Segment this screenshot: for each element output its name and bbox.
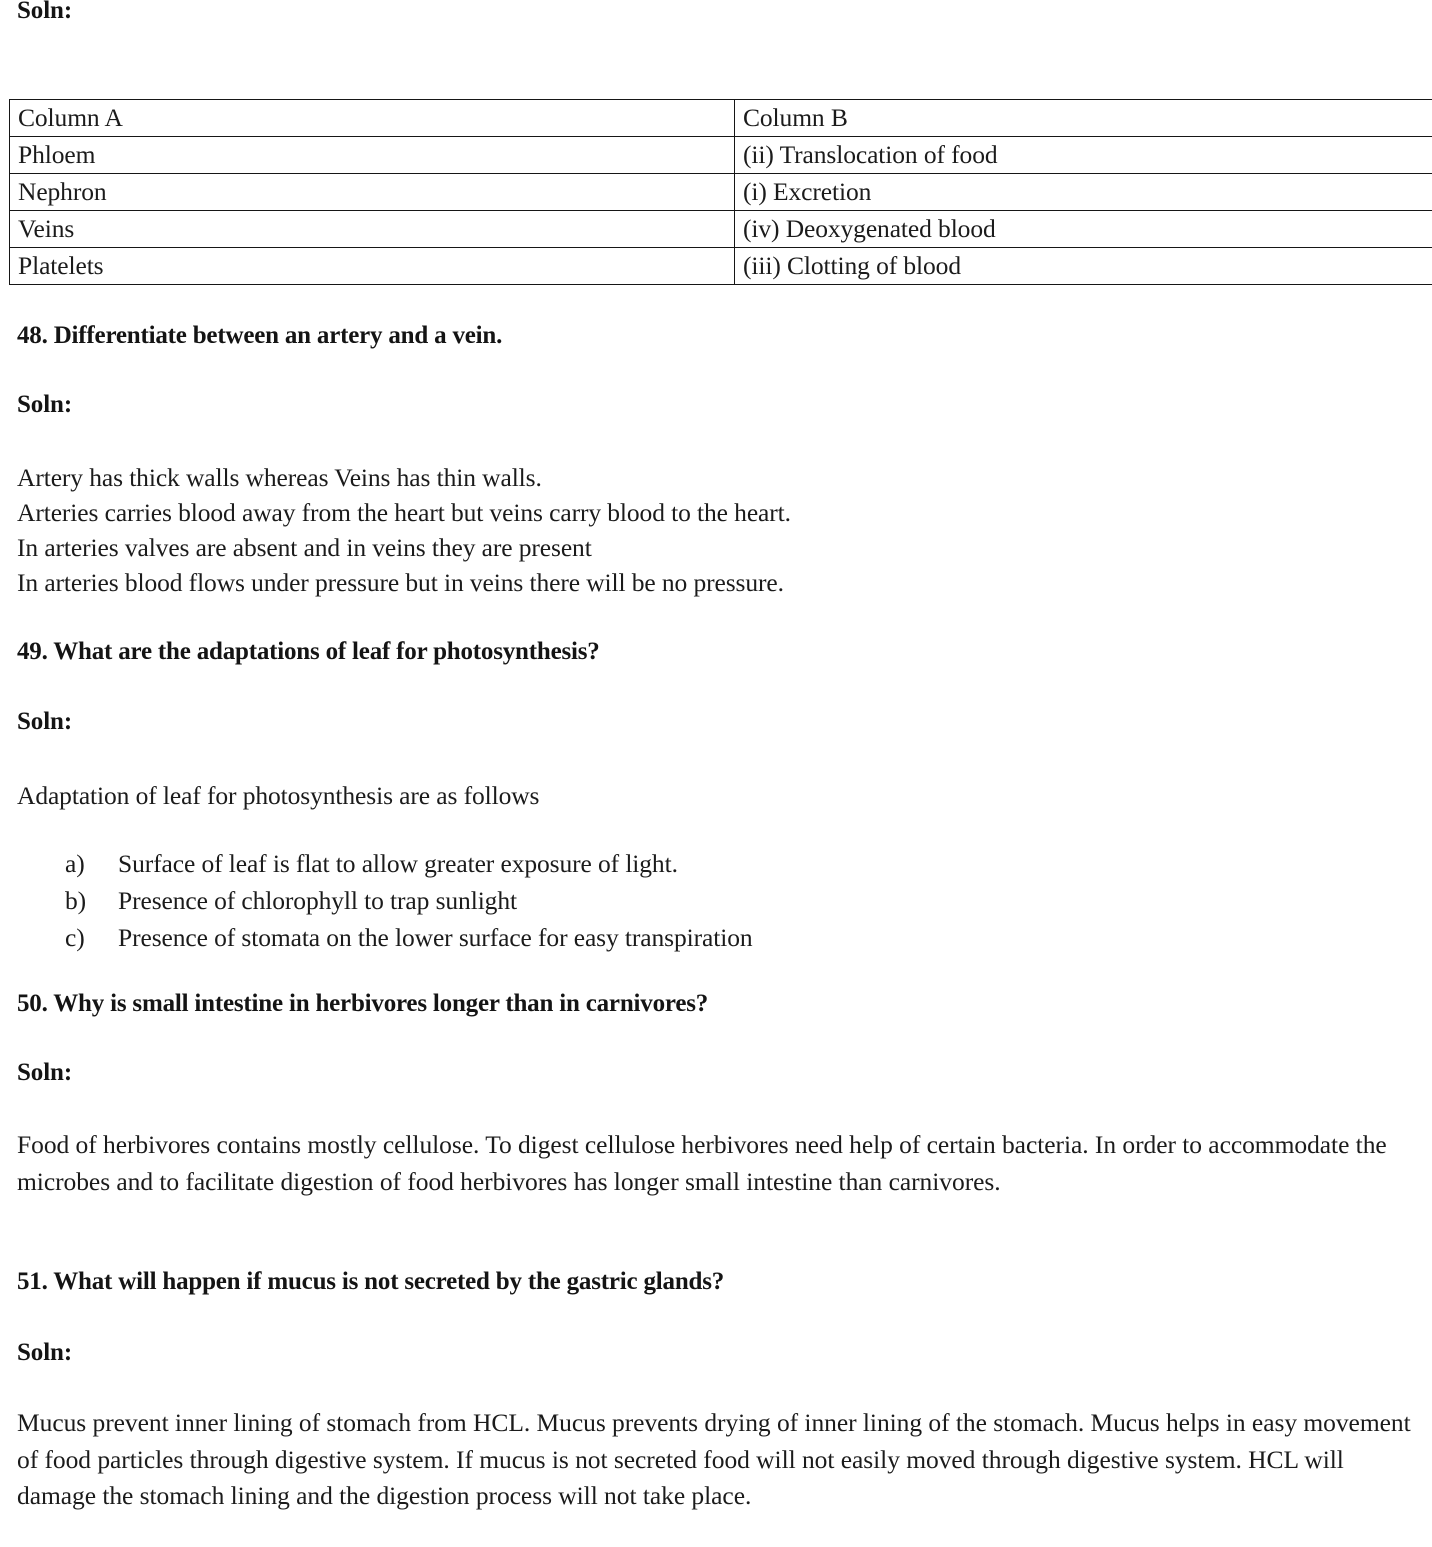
table-cell-b: (iv) Deoxygenated blood [735, 211, 1432, 248]
list-marker: b) [65, 886, 87, 915]
column-match-table [9, 99, 1432, 285]
list-item [17, 845, 753, 882]
question-50-solution-label: Soln: [17, 1059, 73, 1086]
question-49-solution-label: Soln: [17, 708, 73, 735]
list-item-text: Surface of leaf is flat to allow greater exposure of light. [118, 849, 678, 878]
answer-line: In arteries blood flows under pressure but in veins there will be no pressure. [17, 568, 784, 597]
column-match-table-wrapper [9, 99, 1432, 285]
question-49-adaptations-list [17, 845, 753, 956]
table-header-row [10, 100, 1432, 137]
table-header-column-b: Column B [735, 100, 1432, 137]
table-cell-b: (i) Excretion [735, 174, 1432, 211]
list-item-text: Presence of stomata on the lower surface for easy transpiration [118, 923, 753, 952]
question-51-answer-paragraph: Mucus prevent inner lining of stomach from HCL. Mucus prevents drying of inner lining of the stomach. Mucus helps in easy movement of food particles through digestive system. If mucus is not secreted food will not easily moved through digestive system. HCL will damage the stomach lining and the digestion process will not take place. [17, 1408, 1411, 1510]
list-marker: a) [65, 849, 85, 878]
question-49-heading: 49. What are the adaptations of leaf for photosynthesis? [17, 638, 600, 665]
table-cell-a: Veins [10, 211, 735, 248]
answer-line: Artery has thick walls whereas Veins has thin walls. [17, 463, 542, 492]
question-48-solution-label: Soln: [17, 391, 73, 418]
question-51-heading: 51. What will happen if mucus is not secreted by the gastric glands? [17, 1268, 725, 1295]
question-50-answer-paragraph: Food of herbivores contains mostly cellulose. To digest cellulose herbivores need help of certain bacteria. In order to accommodate the microbes and to facilitate digestion of food herbivores has longer small intestine than carnivores. [17, 1130, 1387, 1196]
table-row [10, 137, 1432, 174]
table-row [10, 211, 1432, 248]
question-50-heading: 50. Why is small intestine in herbivores longer than in carnivores? [17, 990, 709, 1017]
table-row [10, 174, 1432, 211]
table-header-column-a: Column A [10, 100, 735, 137]
question-48-answer-lines [17, 460, 791, 600]
list-item-text: Presence of chlorophyll to trap sunlight [118, 886, 517, 915]
list-item [17, 919, 753, 956]
question-48-heading: 48. Differentiate between an artery and a vein. [17, 322, 503, 349]
lettered-list [17, 845, 753, 956]
table-cell-a: Nephron [10, 174, 735, 211]
top-solution-label: Soln: [17, 0, 73, 24]
table-cell-a: Phloem [10, 137, 735, 174]
question-49-intro-text: Adaptation of leaf for photosynthesis are as follows [17, 781, 540, 810]
table-cell-a: Platelets [10, 248, 735, 285]
list-marker: c) [65, 923, 85, 952]
table-row [10, 248, 1432, 285]
answer-line: Arteries carries blood away from the heart but veins carry blood to the heart. [17, 498, 791, 527]
table-cell-b: (iii) Clotting of blood [735, 248, 1432, 285]
table-cell-b: (ii) Translocation of food [735, 137, 1432, 174]
question-51-solution-label: Soln: [17, 1339, 73, 1366]
answer-line: In arteries valves are absent and in veins they are present [17, 533, 592, 562]
list-item [17, 882, 753, 919]
